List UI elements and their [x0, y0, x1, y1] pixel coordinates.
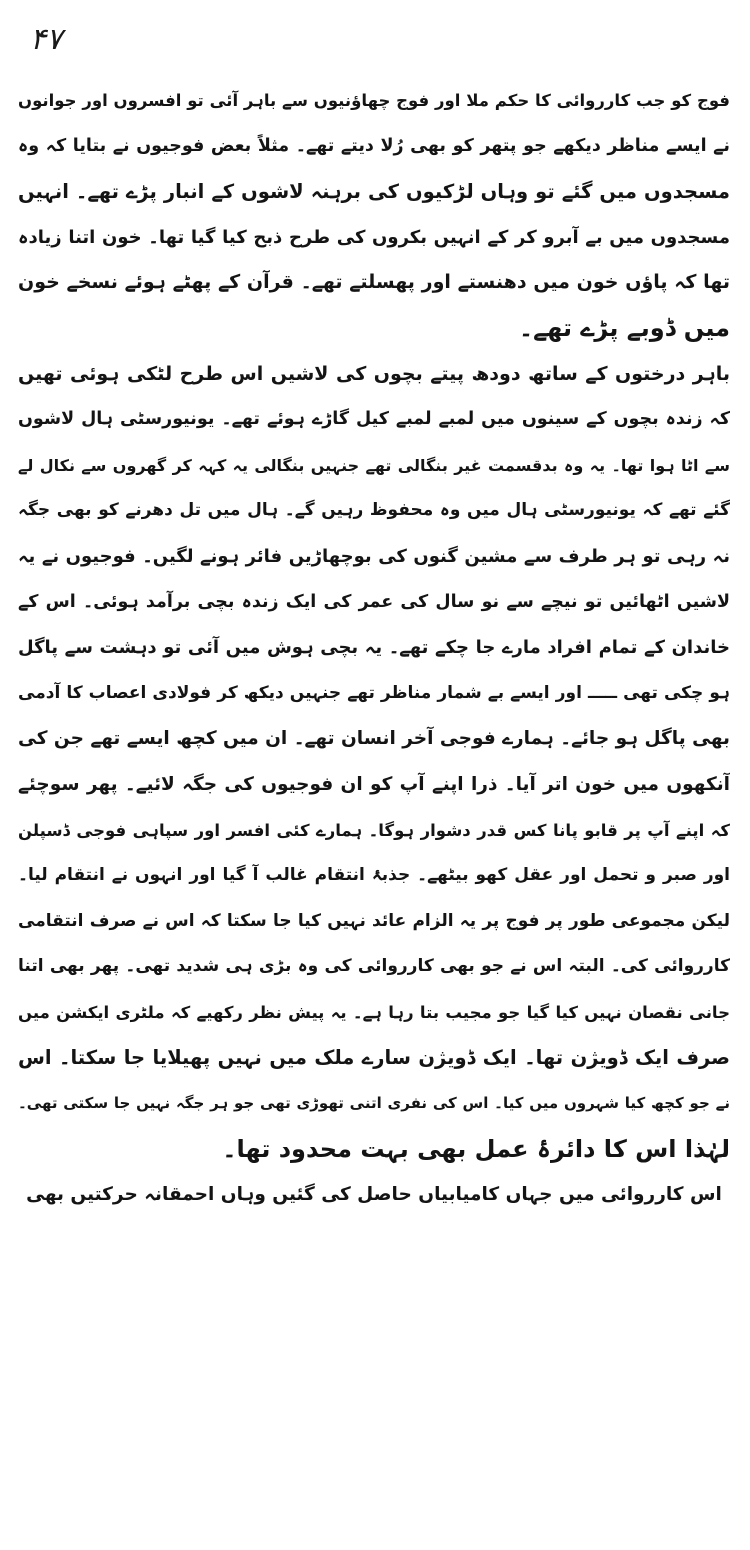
page-number: ۴۷	[30, 22, 63, 57]
text-line: خاندان کے تمام افراد مارے جا چکے تھے۔ یہ بچی ہوش میں آئی تو دہشت سے پاگل	[18, 637, 730, 659]
text-line: لہٰذا اس کا دائرۂ عمل بھی بہت محدود تھا۔	[222, 1134, 730, 1163]
text-line: لاشیں اٹھائیں تو نیچے سے نو سال کی عمر کی ایک زندہ بچی برآمد ہوئی۔ اس کے	[18, 591, 730, 612]
text-line: فوج کو جب کارروائی کا حکم ملا اور فوج چھاؤنیوں سے باہر آئی تو افسروں اور جوانوں	[18, 91, 730, 110]
text-line: نے جو کچھ کیا شہروں میں کیا۔ اس کی نفری اتنی تھوڑی تھی جو ہر جگہ نہیں جا سکتی تھی۔	[18, 1094, 730, 1113]
text-line: بھی پاگل ہو جائے۔ ہمارے فوجی آخر انسان تھے۔ ان میں کچھ ایسے تھے جن کی	[18, 728, 730, 750]
text-line: کارروائی کی۔ البتہ اس نے جو بھی کارروائی کی وہ بڑی ہی شدید تھی۔ پھر بھی اتنا	[18, 956, 730, 977]
text-line: گئے تھے کہ یونیورسٹی ہال میں وہ محفوظ رہیں گے۔ ہال میں تل دھرنے کو بھی جگہ	[18, 500, 730, 521]
text-line: کہ اپنے آپ پر قابو پانا کس قدر دشوار ہوگا۔ ہمارے کئی افسر اور سپاہی فوجی ڈسپلن	[18, 820, 730, 840]
text-line: جانی نقصان نہیں کیا گیا جو مجیب بتا رہا ہے۔ یہ پیش نظر رکھیے کہ ملٹری ایکشن میں	[18, 1002, 730, 1022]
text-line: باہر درختوں کے ساتھ دودھ پیتے بچوں کی لاشیں اس طرح لٹکی ہوئی تھیں	[18, 362, 730, 385]
text-line: نے ایسے مناظر دیکھے جو پتھر کو بھی رُلا دیتے تھے۔ مثلاً بعض فوجیوں نے بتایا کہ وہ	[18, 135, 730, 156]
text-line: مسجدوں میں گئے تو وہاں لڑکیوں کی برہنہ لاشوں کے انبار پڑے تھے۔ انہیں	[18, 180, 730, 204]
text-line: تھا کہ پاؤں خون میں دھنستے اور پھسلتے تھے۔ قرآن کے پھٹے ہوئے نسخے خون	[18, 271, 730, 294]
text-line: آنکھوں میں خون اتر آیا۔ ذرا اپنے آپ کو ان فوجیوں کی جگہ لائیے۔ پھر سوچئے	[18, 773, 730, 795]
text-line: میں ڈوبے پڑے تھے۔	[519, 313, 730, 342]
text-line: صرف ایک ڈویژن تھا۔ ایک ڈویژن سارے ملک میں نہیں پھیلایا جا سکتا۔ اس	[18, 1046, 730, 1070]
text-line: لیکن مجموعی طور پر فوج پر یہ الزام عائد نہیں کیا جا سکتا کہ اس نے صرف انتقامی	[18, 910, 730, 931]
text-line: اس کارروائی میں جہاں کامیابیاں حاصل کی گئیں وہاں احمقانہ حرکتیں بھی	[26, 1184, 722, 1206]
body-text	[18, 78, 730, 1218]
text-line: سے اٹا ہوا تھا۔ یہ وہ بدقسمت غیر بنگالی تھے جنہیں بنگالی یہ کہہ کر گھروں سے نکال لے	[18, 455, 730, 475]
text-line: کہ زندہ بچوں کے سینوں میں لمبے لمبے کیل گاڑے ہوئے تھے۔ یونیورسٹی ہال لاشوں	[18, 409, 730, 430]
text-line: نہ رہی تو ہر طرف سے مشین گنوں کی بوچھاڑیں فائر ہونے لگیں۔ فوجیوں نے یہ	[18, 545, 730, 567]
text-line: اور صبر و تحمل اور عقل کھو بیٹھے۔ جذبۂ انتقام غالب آ گیا اور انہوں نے انتقام لیا۔	[18, 865, 730, 886]
text-line: مسجدوں میں بے آبرو کر کے انہیں بکروں کی طرح ذبح کیا گیا تھا۔ خون اتنا زیادہ	[18, 226, 730, 248]
text-line: ہو چکی تھی ـــــ اور ایسے بے شمار مناظر تھے جنہیں دیکھ کر فولادی اعصاب کا آدمی	[18, 682, 730, 703]
